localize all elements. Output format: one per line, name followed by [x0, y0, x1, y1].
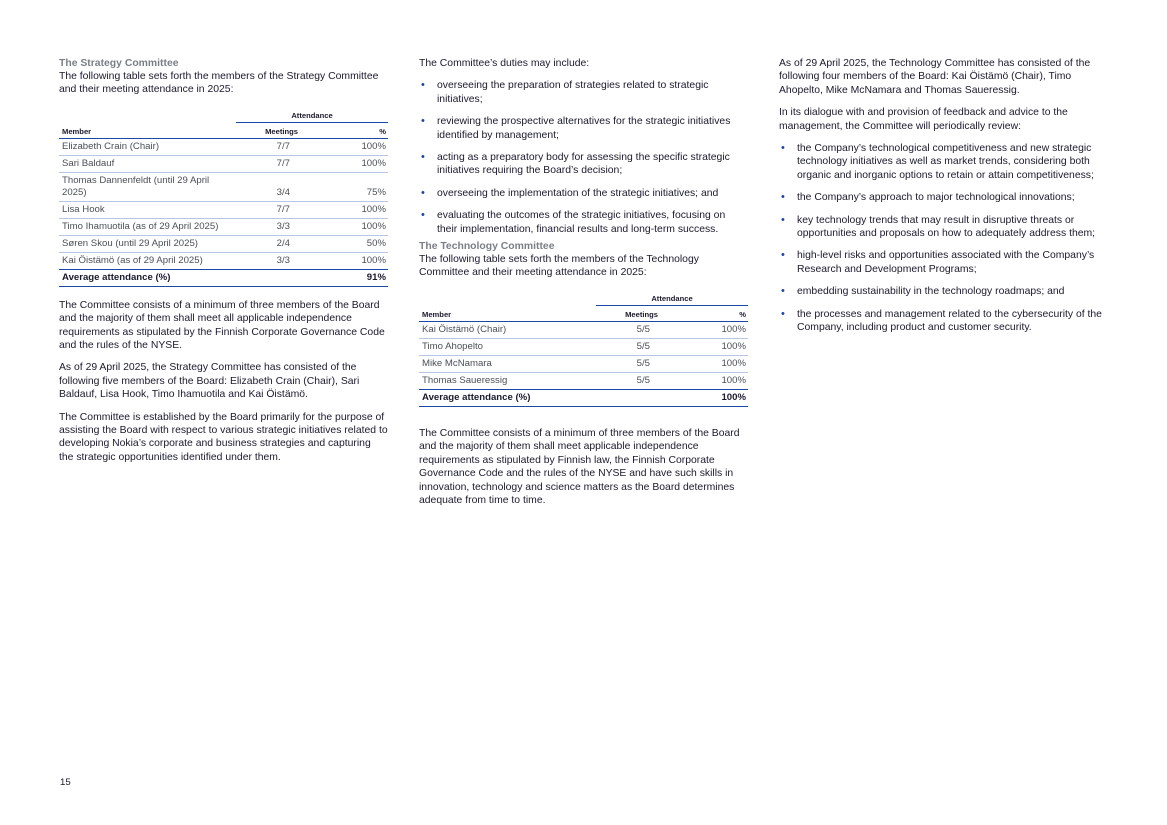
average-label: Average attendance (%): [422, 391, 531, 403]
col-meetings-header: Meetings: [265, 126, 298, 136]
pct-cell: 100%: [361, 157, 386, 169]
member-cell: Kai Öistämö (Chair): [422, 323, 507, 335]
table-header-row: [419, 306, 748, 322]
average-value: 100%: [721, 391, 746, 403]
meetings-cell: 3/3: [276, 220, 290, 232]
list-item: • overseeing the preparation of strategies related to strategic initiatives;: [421, 79, 709, 105]
col-meetings-header: Meetings: [625, 309, 658, 319]
meetings-cell: 7/7: [276, 140, 290, 152]
table-row: [59, 156, 388, 173]
list-item: • the processes and management related to the cybersecurity of the Company, including product and customer security.: [781, 307, 1102, 334]
pct-cell: 75%: [366, 186, 386, 198]
pct-cell: 100%: [361, 254, 386, 266]
pct-cell: 100%: [721, 340, 746, 352]
bullet-icon: •: [421, 115, 425, 128]
average-value: 91%: [366, 271, 386, 283]
bullet-icon: •: [421, 209, 425, 222]
meetings-cell: 7/7: [276, 203, 290, 215]
table-row: [59, 202, 388, 219]
pct-cell: 50%: [366, 237, 386, 249]
meetings-cell: 5/5: [636, 374, 650, 386]
column-right: [779, 57, 1108, 344]
review-intro: In its dialogue with and provision of feedback and advice to the management, the Committee will periodically review:: [779, 107, 1068, 132]
strategy-committee-heading: The Strategy Committee: [59, 58, 179, 69]
table-header-row: [59, 123, 388, 139]
list-item: • reviewing the prospective alternatives for the strategic initiatives identified by management;: [421, 115, 731, 141]
member-cell: Lisa Hook: [62, 203, 105, 215]
meetings-cell: 3/4: [276, 186, 290, 198]
bullet-icon: •: [781, 285, 785, 298]
table-row: [59, 139, 388, 156]
list-item: • evaluating the outcomes of the strategic initiatives, focusing on their implementation, financial results and long-term success.: [421, 209, 726, 235]
bullet-icon: •: [421, 186, 425, 199]
list-item: • key technology trends that may result in disruptive threats or opportunities and proposals on how to adequately address them;: [781, 213, 1096, 240]
list-item: • acting as a preparatory body for assessing the specific strategic initiatives requiring the Board’s decision;: [421, 151, 730, 177]
member-cell: Elizabeth Crain (Chair): [62, 140, 160, 152]
col-member-header: Member: [62, 126, 92, 136]
member-cell: Søren Skou (until 29 April 2025): [62, 237, 198, 249]
paragraph: The Committee consists of a minimum of three members of the Board and the majority of them shall meet applicable independence requirements as stipulated by Finnish law, the Finnish Corporate Governance Code and the rules of the NYSE and have such skills in innovation, technology and science matters as the Board determines adequate from time to time.: [419, 427, 740, 506]
pct-cell: 100%: [721, 374, 746, 386]
meetings-cell: 2/4: [276, 237, 290, 249]
page-number: 15: [60, 777, 71, 788]
pct-cell: 100%: [361, 140, 386, 152]
list-item: • high-level risks and opportunities associated with the Company’s Research and Development Programs;: [781, 249, 1095, 275]
meetings-cell: 7/7: [276, 157, 290, 169]
table-row: [419, 373, 748, 390]
technology-table-intro: The following table sets forth the members of the Technology Committee and their meeting attendance in 2025:: [419, 254, 699, 279]
table-row: [419, 339, 748, 356]
pct-cell: 100%: [721, 357, 746, 369]
bullet-icon: •: [421, 151, 425, 164]
list-item: • the Company’s technological competitiveness and new strategic technology initiatives as well as market trends, considering both organic and inorganic options to retain or attain competitiveness;: [781, 142, 1094, 181]
member-cell: Sari Baldauf: [62, 157, 115, 169]
meetings-cell: 3/3: [276, 254, 290, 266]
strategy-table-intro: The following table sets forth the members of the Strategy Committee and their meeting attendance in 2025:: [59, 71, 379, 96]
table-row: [59, 173, 388, 202]
list-item: • embedding sustainability in the technology roadmaps; and: [781, 285, 1065, 298]
list-item: • overseeing the implementation of the strategic initiatives; and: [421, 186, 719, 199]
pct-cell: 100%: [361, 220, 386, 232]
technology-committee-heading: The Technology Committee: [419, 241, 555, 253]
technology-attendance-table: [419, 294, 748, 407]
table-row: [59, 236, 388, 253]
attendance-group-header: Attendance: [236, 111, 388, 123]
bullet-icon: •: [781, 249, 785, 262]
column-left: [59, 57, 388, 473]
table-row: [59, 253, 388, 270]
col-pct-header: %: [739, 309, 746, 319]
col-member-header: Member: [422, 309, 452, 319]
technology-membership: As of 29 April 2025, the Technology Committee has consisted of the following four members of the Board: Kai Öistämö (Chair), Timo Ahopelto, Mike McNamara and Thomas Saueressig.: [779, 58, 1091, 96]
member-cell: Timo Ahopelto: [422, 340, 483, 352]
average-attendance-row: [419, 389, 748, 407]
paragraph: As of 29 April 2025, the Strategy Committee has consisted of the following five members of the Board: Elizabeth Crain (Chair), Sari Baldauf, Lisa Hook, Timo Ihamuotila and Kai Öistämö.: [59, 362, 360, 401]
table-row: [59, 219, 388, 236]
bullet-icon: •: [781, 307, 785, 320]
average-attendance-row: [59, 269, 388, 287]
average-label: Average attendance (%): [62, 271, 171, 283]
meetings-cell: 5/5: [636, 340, 650, 352]
column-middle: [419, 57, 748, 516]
review-list: [779, 142, 1108, 334]
table-row: [419, 356, 748, 373]
list-item: • the Company’s approach to major technological innovations;: [781, 191, 1075, 204]
bullet-icon: •: [781, 191, 785, 204]
bullet-icon: •: [421, 79, 425, 92]
bullet-icon: •: [781, 213, 785, 226]
attendance-group-header: Attendance: [596, 294, 748, 306]
member-cell: Timo Ihamuotila (as of 29 April 2025): [62, 220, 219, 232]
paragraph: The Committee consists of a minimum of three members of the Board and the majority of them shall meet all applicable independence requirements as stipulated by the Finnish Corporate Governance Code and the rules of the NYSE.: [59, 299, 385, 352]
meetings-cell: 5/5: [636, 357, 650, 369]
member-cell: Kai Öistämö (as of 29 April 2025): [62, 254, 203, 266]
meetings-cell: 5/5: [636, 323, 650, 335]
member-cell: Mike McNamara: [422, 357, 492, 369]
paragraph: The Committee is established by the Board primarily for the purpose of assisting the Board with respect to various strategic initiatives related to developing Nokia’s corporate and business strategies and capturing the strategic opportunities identified under them.: [59, 411, 388, 463]
strategy-attendance-table: [59, 111, 388, 287]
bullet-icon: •: [781, 142, 785, 155]
duties-list: [419, 79, 748, 236]
col-pct-header: %: [379, 126, 386, 136]
duties-intro: The Committee’s duties may include:: [419, 58, 590, 69]
pct-cell: 100%: [721, 323, 746, 335]
member-cell: Thomas Saueressig: [422, 374, 508, 386]
pct-cell: 100%: [361, 203, 386, 215]
member-cell: Thomas Dannenfeldt (until 29 April 2025): [62, 174, 210, 198]
table-row: [419, 322, 748, 339]
